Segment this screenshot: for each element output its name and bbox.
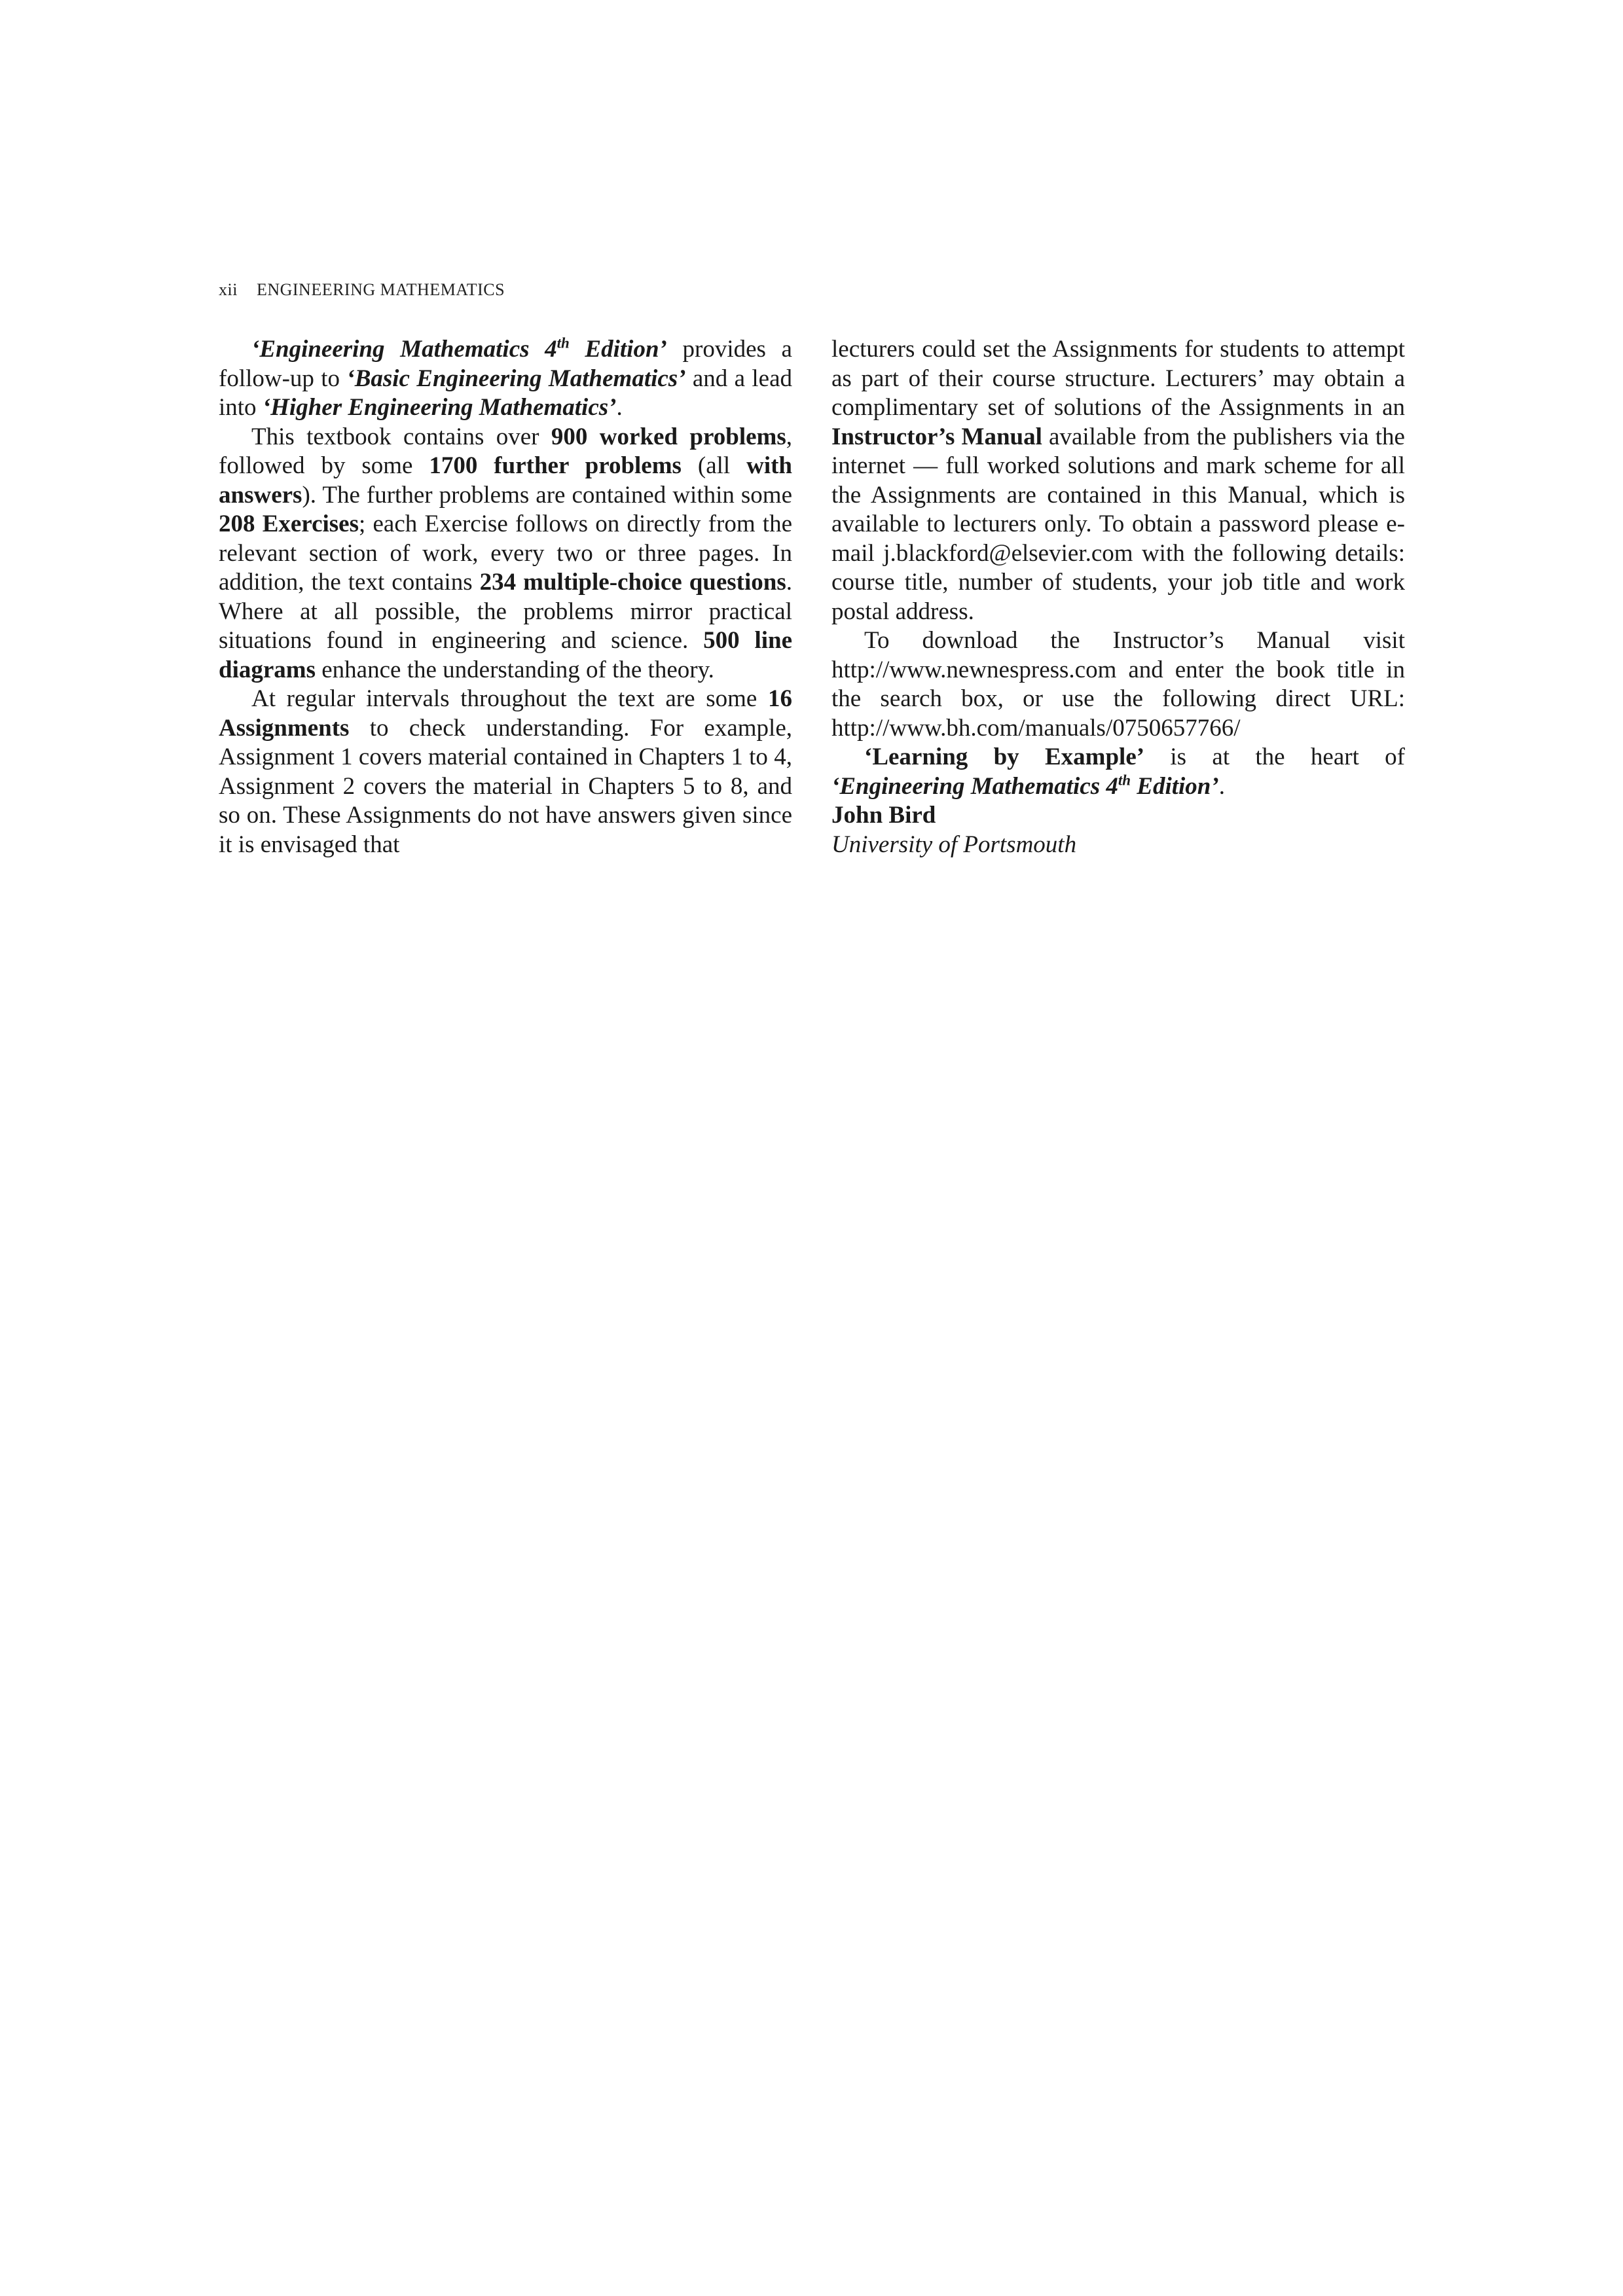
text-span: This textbook contains over xyxy=(251,423,551,450)
page-number: xii xyxy=(219,280,238,299)
edition-superscript: th xyxy=(556,334,570,351)
emphasis-learning-by-example: ‘Learning by Example’ xyxy=(864,744,1145,770)
text-span: (all xyxy=(681,452,747,479)
paragraph-download xyxy=(831,626,1405,743)
text-span: enhance the understanding of the theory. xyxy=(316,656,714,683)
text-span: provides a follow-up to xyxy=(219,336,792,392)
paragraph-assignments xyxy=(219,685,792,859)
paragraph-lecturers xyxy=(831,335,1405,626)
text-span: and a lead into xyxy=(219,365,792,421)
text-span: ). The further problems are contained within some xyxy=(302,481,792,509)
book-title-edition: Edition’ xyxy=(1131,772,1219,800)
emphasis-instructors-manual: Instructor’s Manual xyxy=(831,423,1042,450)
text-span: ; each Exercise follows on directly from the relevant section of work, every two or three pages. In addition, the text contains xyxy=(219,511,793,596)
emphasis-line-diagrams: 500 line diagrams xyxy=(219,627,792,683)
text-span: At regular intervals throughout the text are some xyxy=(251,685,768,712)
text-span: To download the Instructor’s Manual visit http://www.newnespress.com and enter the book title in the search box, or use the following direct URL: http://www.bh.com/manuals/0750657766/ xyxy=(831,627,1405,742)
emphasis-assignments: 16 Assignments xyxy=(219,685,792,742)
emphasis-multiple-choice: 234 multiple-choice questions xyxy=(479,569,786,596)
text-span: . xyxy=(1218,772,1225,800)
paragraph-contents xyxy=(219,423,792,685)
emphasis-further-problems: 1700 further problems xyxy=(429,452,682,479)
left-column xyxy=(219,335,792,859)
author-name: John Bird xyxy=(831,802,936,829)
edition-superscript: th xyxy=(1118,772,1131,789)
emphasis-exercises: 208 Exercises xyxy=(219,511,359,537)
running-title: ENGINEERING MATHEMATICS xyxy=(256,280,505,299)
text-span: is at the heart of xyxy=(1144,744,1405,770)
paragraph-learning-by-example xyxy=(831,743,1405,801)
text-span: available from the publishers via the internet — full worked solutions and mark scheme for all the Assignments are contained in this Manual, which is available to lecturers only. To obtain a password please e-mail j.blackford@elsevier.com with the following details: course title, number of students, your job title and work postal address. xyxy=(831,423,1405,625)
text-span: . Where at all possible, the problems mirror practical situations found in engineering and science. xyxy=(219,569,792,654)
text-span: to check understanding. For example, Assignment 1 covers material contained in Chapters 1 to 4, Assignment 2 covers the material in Chapters 5 to 8, and so on. These Assignments do not have answers given since it is envisaged that xyxy=(219,714,792,858)
book-title: ‘Engineering Mathematics 4 xyxy=(831,772,1118,800)
author-affiliation: University of Portsmouth xyxy=(831,831,1077,858)
running-header xyxy=(219,280,505,300)
emphasis-worked-problems: 900 worked problems xyxy=(551,423,786,450)
book-title-edition: Edition’ xyxy=(569,336,667,363)
book-title: ‘Engineering Mathematics 4 xyxy=(251,336,557,363)
text-span: lecturers could set the Assignments for students to attempt as part of their course structure. Lecturers’ may obtain a complimentary set of solutions of the Assignments in an xyxy=(831,336,1405,421)
text-span: , followed by some xyxy=(219,423,792,479)
right-column xyxy=(831,335,1405,859)
paragraph-intro xyxy=(219,335,792,423)
emphasis-with-answers: with answers xyxy=(219,452,793,509)
higher-title: ‘Higher Engineering Mathematics’ xyxy=(262,394,617,421)
text-span: . xyxy=(616,394,623,421)
basic-title: ‘Basic Engineering Mathematics’ xyxy=(346,365,686,392)
